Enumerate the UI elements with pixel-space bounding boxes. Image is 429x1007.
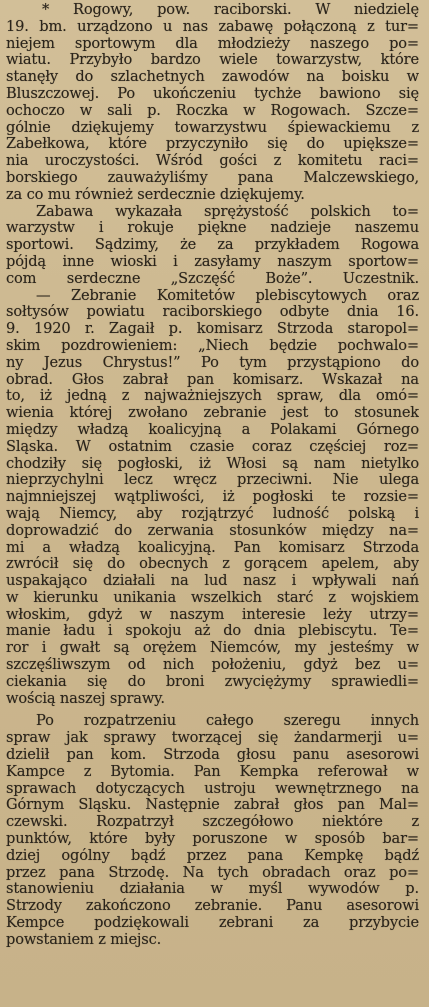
text-line: gólnie dziękujemy towarzystwu śpiewackiemu z (6, 119, 419, 136)
text-line: zwrócił się do obecnych z gorącem apelem, aby (6, 556, 419, 573)
text-line: włoskim, gdyż w naszym interesie leży utrzy= (6, 606, 419, 623)
text-line: 19. bm. urządzono u nas zabawę połączoną z tur= (6, 18, 419, 35)
text-line: * Rogowy, pow. raciborski. W niedzielę (42, 2, 419, 18)
text-line: wością naszej sprawy. (6, 690, 165, 707)
text-line: uspakająco działali na lud nasz i wpływali nań (6, 573, 419, 590)
text-line: nieprzychylni lecz wręcz przeciwni. Nie ulega (6, 472, 419, 489)
text-line: ny Jezus Chrystus!” Po tym przystąpiono do (6, 354, 419, 371)
text-line: borskiego zauważyliśmy pana Malczewskiego, (6, 169, 419, 186)
paragraph-zabawa-summary (6, 204, 419, 288)
text-line: mi a władzą koalicyjną. Pan komisarz Strzoda (6, 539, 419, 556)
text-line: najmniejszej wątpliwości, iż pogłoski te rozsie= (6, 489, 419, 506)
text-line: wają Niemcy, aby rozjątrzyć ludność polską i (6, 505, 419, 522)
text-line: sportowi. Sądzimy, że za przykładem Rogowa (6, 237, 419, 254)
article-text (6, 2, 419, 949)
text-line: Kempce podziękowali zebrani za przybycie (6, 915, 419, 932)
text-line: wiatu. Przybyło bardzo wiele towarzystw, które (6, 52, 419, 69)
text-line: doprowadzić do zerwania stosunków między na= (6, 522, 419, 539)
text-line: to, iż jedną z najważniejszych spraw, dla omó= (6, 388, 419, 405)
text-line: ciekania się do broni zwyciężymy sprawiedli= (6, 673, 419, 690)
text-line: Kampce z Bytomia. Pan Kempka referował w (6, 763, 419, 780)
text-line: — Zebranie Komitetów plebiscytowych oraz (36, 287, 419, 304)
text-line: szczęśliwszym od nich położeniu, gdyż bez u= (6, 657, 419, 674)
text-line: manie ładu i spokoju aż do dnia plebiscytu. Te= (6, 623, 419, 640)
paragraph-rogowy-sports-festival (6, 2, 419, 204)
text-line: Zabawa wykazała sprężystość polskich to= (36, 203, 419, 220)
text-line: wienia której zwołano zebranie jest to stosunek (6, 405, 419, 422)
text-line: nia uroczystości. Wśród gości z komitetu raci= (6, 153, 419, 170)
text-line: ror i gwałt są orężem Niemców, my jesteśmy w (6, 640, 419, 657)
text-line-signature: com serdeczne „Szczęść Boże”. Uczestnik. (6, 270, 419, 287)
paragraph-further-discussion (6, 713, 419, 948)
text-line: w kierunku unikania wszelkich starć z wojskiem (6, 589, 419, 606)
text-line: za co mu również serdecznie dziękujemy. (6, 186, 305, 203)
text-line: pójdą inne wioski i zasyłamy naszym sportow= (6, 253, 419, 270)
text-line: Bluszczowej. Po ukończeniu tychże bawiono się (6, 85, 419, 102)
text-line: powstaniem z miejsc. (6, 931, 162, 948)
text-line: stanęły do szlachetnych zawodów na boisku w (6, 69, 419, 86)
text-line: obrad. Głos zabrał pan komisarz. Wskazał na (6, 371, 419, 388)
text-line: 9. 1920 r. Zagaił p. komisarz Strzoda staropol= (6, 321, 419, 338)
text-line: ochoczo w sali p. Roczka w Rogowach. Szcze= (6, 102, 419, 119)
text-line: przez pana Strzodę. Na tych obradach oraz po= (6, 864, 419, 881)
paragraph-plebiscite-committee-meeting (6, 288, 419, 708)
text-line: dziej ogólny bądź przez pana Kempkę bądź (6, 847, 419, 864)
text-line: niejem sportowym dla młodzieży naszego po= (6, 35, 419, 52)
text-line: dzielił pan kom. Strzoda głosu panu asesorowi (6, 747, 419, 764)
text-line: Zabełkowa, które przyczyniło się do upiększe= (6, 136, 419, 153)
text-line: Strzody zakończono zebranie. Panu asesorowi (6, 898, 419, 915)
text-line: czewski. Rozpatrzył szczegółowo niektóre z (6, 814, 419, 831)
text-line: stanowieniu działania w myśl wywodów p. (6, 881, 419, 898)
text-line: Górnym Śląsku. Następnie zabrał głos pan Mal= (6, 797, 419, 814)
text-line: sołtysów powiatu raciborskiego odbyte dnia 16. (6, 304, 419, 321)
text-line: spraw jak sprawy tworzącej się żandarmerji u= (6, 730, 419, 747)
text-line: punktów, które były poruszone w sposób bar= (6, 831, 419, 848)
text-line: sprawach dotyczących ustroju wewnętrznego na (6, 780, 419, 797)
text-line: między władzą koalicyjną a Polakami Górnego (6, 421, 419, 438)
text-line: warzystw i rokuje piękne nadzieje naszemu (6, 220, 419, 237)
text-line: Po rozpatrzeniu całego szeregu innych (36, 713, 419, 730)
text-line: skim pozdrowieniem: „Niech będzie pochwalo= (6, 337, 419, 354)
text-line: chodziły się pogłoski, iż Włosi są nam nietylko (6, 455, 419, 472)
text-line: Śląska. W ostatnim czasie coraz częściej roz= (6, 438, 419, 455)
